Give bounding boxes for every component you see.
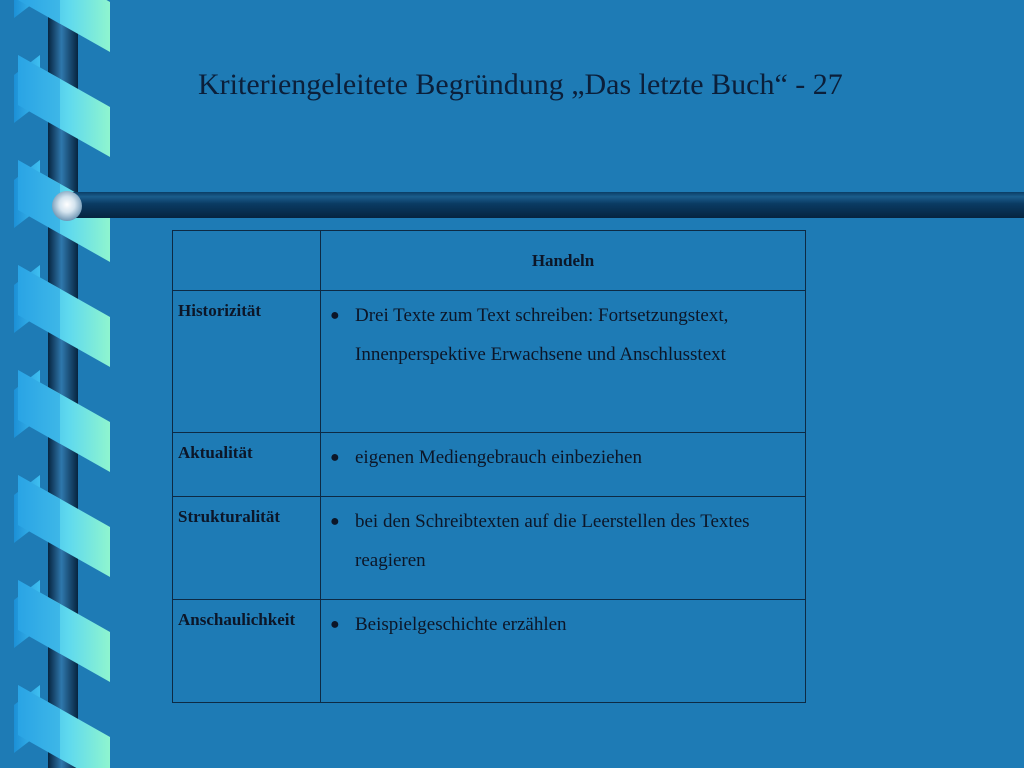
- decorative-spiral-band: [0, 0, 115, 768]
- bullet-item: [327, 438, 795, 477]
- bullet-dot-icon: ●: [330, 616, 340, 633]
- table-row: [173, 291, 806, 433]
- table-row: [173, 600, 806, 703]
- bullet-text: Drei Texte zum Text schreiben: Fortsetzungstext, Innenperspektive Erwachsene und Anschlusstext: [355, 305, 729, 365]
- bullet-text: eigenen Mediengebrauch einbeziehen: [355, 447, 642, 468]
- criterion-strukturalitaet: Strukturalität: [173, 497, 321, 600]
- bullet-item: [327, 296, 795, 374]
- bullet-dot-icon: ●: [330, 307, 340, 324]
- bullet-text: Beispielgeschichte erzählen: [355, 614, 567, 635]
- rod-end-knob: [52, 191, 82, 221]
- criterion-aktualitaet: Aktualität: [173, 433, 321, 497]
- table-header-row: [173, 231, 806, 291]
- bullet-item: [327, 605, 795, 644]
- bullet-item: [327, 502, 795, 580]
- horizontal-rod-divider: [62, 192, 1024, 218]
- criterion-historizitaet: Historizität: [173, 291, 321, 433]
- header-corner-cell: [173, 231, 321, 291]
- bullet-text: bei den Schreibtexten auf die Leerstellen des Textes reagieren: [355, 511, 750, 571]
- criteria-table: [172, 230, 806, 703]
- criterion-anschaulichkeit: Anschaulichkeit: [173, 600, 321, 703]
- table-row: [173, 433, 806, 497]
- table-row: [173, 497, 806, 600]
- bullet-dot-icon: ●: [330, 513, 340, 530]
- slide-title: Kriteriengeleitete Begründung „Das letzte Buch“ - 27: [198, 68, 843, 101]
- header-handeln-cell: Handeln: [321, 231, 806, 291]
- bullet-dot-icon: ●: [330, 449, 340, 466]
